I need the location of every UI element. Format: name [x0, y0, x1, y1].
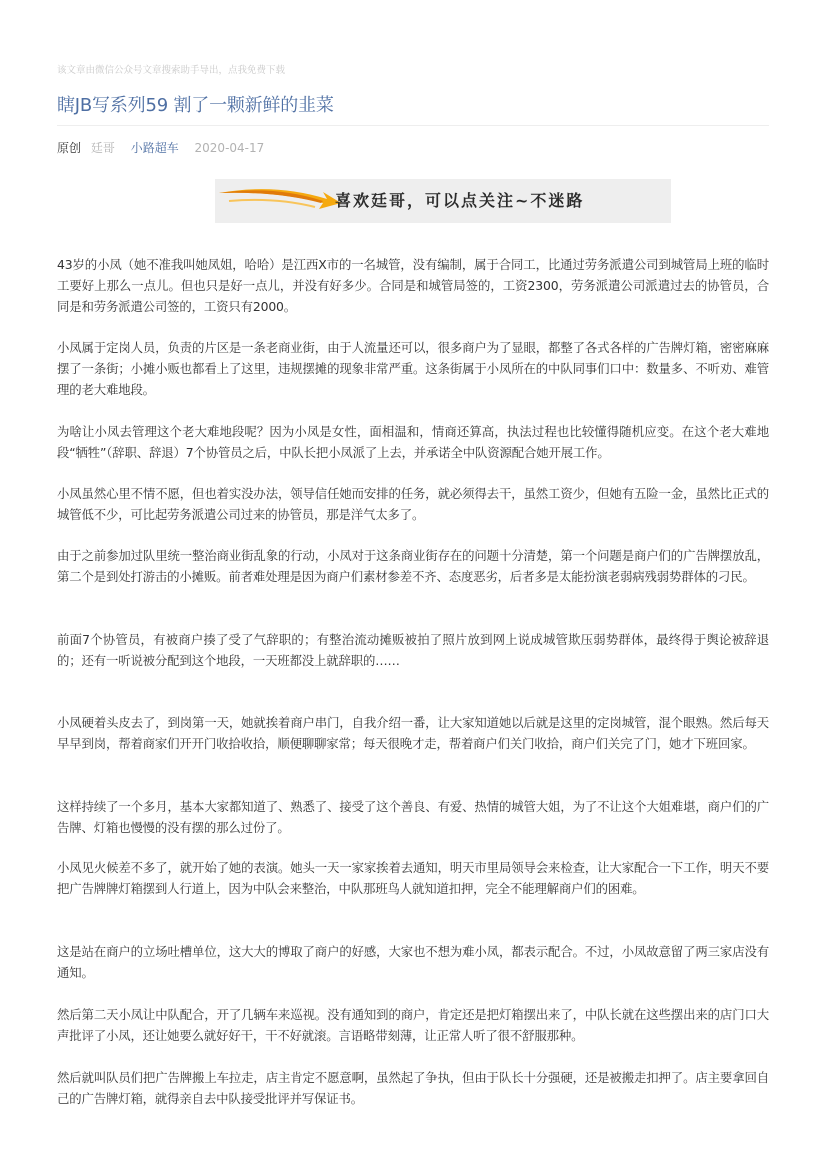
paragraph: 由于之前参加过队里统一整治商业街乱象的行动，小凤对于这条商业街存在的问题十分清楚，第一个问题是商户们的广告牌摆放乱，第二个是到处打游击的小摊贩。前者难处理是因为商户们素材参差不齐、态度恶劣，后者多是太能扮演老弱病残弱势群体的刁民。: [57, 548, 769, 584]
paragraph: 小凤见火候差不多了，就开始了她的表演。她头一天一家家挨着去通知，明天市里局领导会来检查，让大家配合一下工作，明天不要把广告牌牌灯箱摆到人行道上，因为中队会来整治，中队那班鸟人就知道扣押，完全不能理解商户们的困难。: [57, 860, 769, 896]
paragraph: 小凤虽然心里不情不愿，但也着实没办法，领导信任她而安排的任务，就必须得去干，虽然工资少，但她有五险一金，虽然比正式的城管低不少，可比起劳务派遣公司过来的协管员，那是洋气太多了。: [57, 486, 769, 522]
author-name: 廷哥: [90, 141, 115, 155]
paragraph: 然后就叫队员们把广告牌搬上车拉走，店主肯定不愿意啊，虽然起了争执，但由于队长十分强硬，还是被搬走扣押了。店主要拿回自己的广告牌灯箱，就得亲自去中队接受批评并写保证书。: [57, 1070, 769, 1106]
paragraph: 为啥让小凤去管理这个老大难地段呢？因为小凤是女性，面相温和，情商还算高，执法过程也比较懂得随机应变。在这个老大难地段“牺牲”（辞职、辞退）7个协管员之后，中队长把小凤派了上去，并承诺全中队资源配合她开展工作。: [57, 424, 769, 460]
paragraph: 这样持续了一个多月，基本大家都知道了、熟悉了、接受了这个善良、有爱、热情的城管大姐，为了不让这个大姐难堪，商户们的广告牌、灯箱也慢慢的没有摆的那么过份了。: [57, 799, 769, 835]
banner-text: 喜欢廷哥，可以点关注~不迷路: [335, 191, 585, 210]
account-name-link[interactable]: 小路超车: [130, 141, 179, 155]
article-meta: [57, 140, 272, 156]
paragraph: 前面7个协管员，有被商户揍了受了气辞职的；有整治流动摊贩被拍了照片放到网上说成城管欺压弱势群体，最终得于舆论被辞退的；还有一听说被分配到这个地段，一天班都没上就辞职的……: [57, 632, 769, 668]
paragraph: 然后第二天小凤让中队配合，开了几辆车来巡视。没有通知到的商户，肯定还是把灯箱摆出来了，中队长就在这些摆出来的店门口大声批评了小凤，还让她要么就好好干，干不好就滚。言语略带刻薄，让正常人听了很不舒服那种。: [57, 1007, 769, 1043]
paragraph: 小凤硬着头皮去了，到岗第一天，她就挨着商户串门，自我介绍一番，让大家知道她以后就是这里的定岗城管，混个眼熟。然后每天早早到岗，帮着商家们开开门收拾收拾，顺便聊聊家常；每天很晚才走，帮着商户们关门收拾，商户们关完了门，她才下班回家。: [57, 715, 769, 751]
title-divider: [57, 125, 769, 126]
paragraph: 这是站在商户的立场吐槽单位，这大大的博取了商户的好感，大家也不想为难小凤，都表示配合。不过，小凤故意留了两三家店没有通知。: [57, 944, 769, 980]
article-title: 瞎JB写系列59 割了一颗新鲜的韭菜: [57, 95, 334, 116]
original-tag: 原创: [57, 141, 82, 155]
export-notice-link[interactable]: 该文章由微信公众号文章搜索助手导出，点我免费下载: [57, 65, 286, 76]
follow-banner: [215, 179, 671, 223]
paragraph: 43岁的小凤（她不准我叫她凤姐，哈哈）是江西X市的一名城管，没有编制，属于合同工，比通过劳务派遣公司到城管局上班的临时工要好上那么一点儿。但也只是好一点儿，并没有好多少。合同是和城管局签的，工资2300，劳务派遣公司派遣过去的协管员，合同是和劳务派遣公司签的，工资只有2000。: [57, 257, 769, 314]
paragraph: 小凤属于定岗人员，负责的片区是一条老商业街，由于人流量还可以，很多商户为了显眼，都整了各式各样的广告牌灯箱，密密麻麻摆了一条街；小摊小贩也都看上了这里，违规摆摊的现象非常严重。这条街属于小凤所在的中队同事们口中：数量多、不听劝、难管理的老大难地段。: [57, 340, 769, 397]
publish-date: 2020-04-17: [194, 141, 265, 155]
